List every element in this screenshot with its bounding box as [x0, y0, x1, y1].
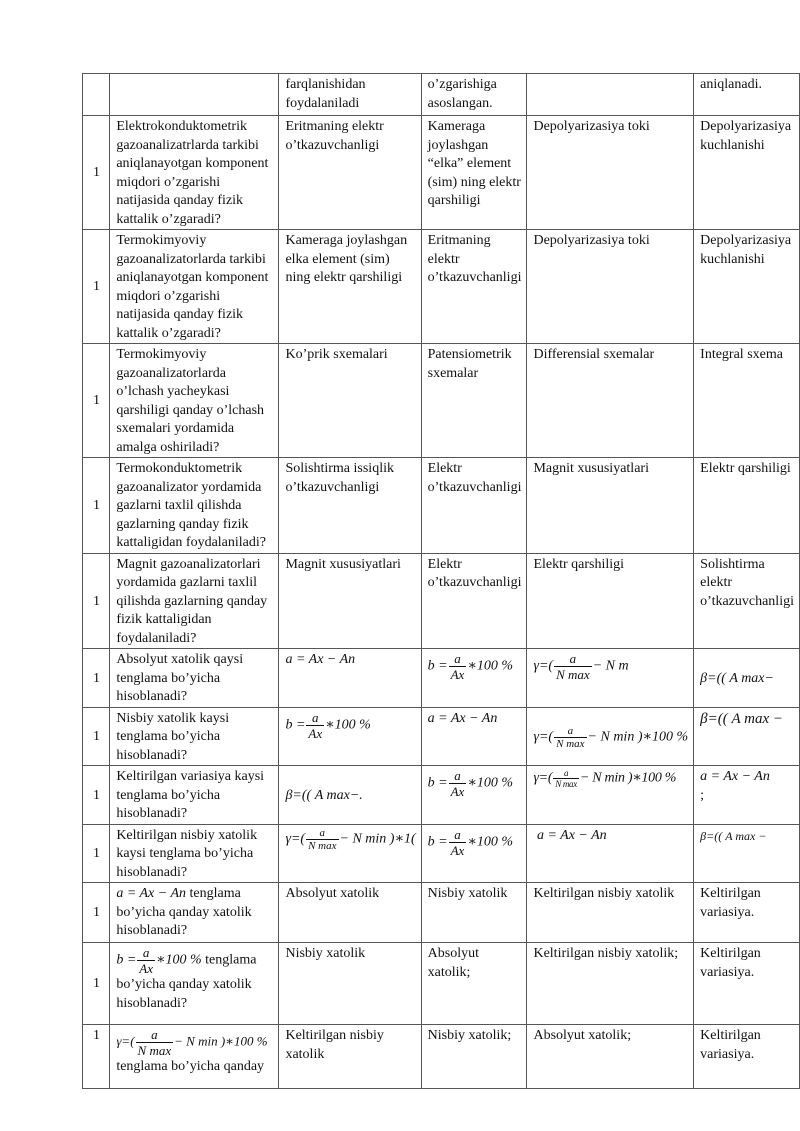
formula-variation: β=(( A max − [700, 828, 767, 843]
option-b: Elektr o’tkazuvchanligi [421, 553, 527, 649]
option-a: Magnit xususiyatlari [279, 553, 421, 649]
row-number: 1 [83, 649, 110, 708]
denominator: Ax [450, 667, 465, 682]
denominator: N max [555, 779, 577, 789]
numerator: a [449, 827, 467, 843]
option-b [421, 824, 527, 883]
table-row [83, 553, 800, 649]
formula-rhs: ∗100 % [325, 717, 371, 733]
formula-absolute: a = Ax − An [536, 827, 607, 843]
question-cell: Termokimyoviy gazoanalizatorlarda o’lchash yacheykasi qarshiligi qanday o’lchash sxemalari yordamida amalga oshiriladi? [110, 344, 279, 458]
formula-absolute: a = Ax − An [285, 652, 356, 667]
fraction [449, 651, 467, 682]
fraction [554, 725, 586, 750]
option-d [694, 649, 800, 708]
formula-variation: β=(( A max−. [285, 787, 363, 803]
denominator: Ax [308, 725, 323, 741]
numerator: a [449, 651, 467, 667]
option-b: Nisbiy xatolik [421, 883, 527, 943]
question-cell: Keltirilgan variasiya kaysi tenglama bo’yicha hisoblanadi? [110, 766, 279, 825]
option-c: Depolyarizasiya toki [527, 230, 694, 344]
row-number: 1 [83, 707, 110, 766]
formula-rhs: − N min )∗100 % [579, 770, 677, 786]
formula-absolute: a = Ax − An [427, 710, 498, 726]
formula-rhs: ∗100 % [155, 952, 202, 968]
option-a [279, 707, 421, 766]
option-b: Elektr o’tkazuvchanligi [421, 458, 527, 554]
question-cell: Termokimyoviy gazoanalizatorlarda tarkibi aniqlanayotgan komponent miqdori o’zgarishi natijasida qanday fizik kattalik o’zgaradi? [110, 230, 279, 344]
formula-variation: β=(( A max− [700, 670, 774, 686]
option-b: Eritmaning elektr o’tkazuvchanligi [421, 230, 527, 344]
option-d: Keltirilgan variasiya. [694, 883, 800, 943]
denominator: Ax [450, 784, 465, 799]
row-number: 1 [83, 766, 110, 825]
formula-lhs: γ=( [116, 1033, 135, 1049]
option-a: farqlanishidan foydalaniladi [279, 74, 421, 116]
option-d: Keltirilgan variasiya. [694, 1025, 800, 1089]
option-c: Differensial sxemalar [527, 344, 694, 458]
option-b: Patensiometrik sxemalar [421, 344, 527, 458]
question-text: tenglama bo’yicha qanday xatolik hisoblanadi? [116, 952, 257, 1011]
table-row [83, 344, 800, 458]
option-b: Nisbiy xatolik; [421, 1025, 527, 1089]
question-cell [110, 943, 279, 1025]
table-row [83, 74, 800, 116]
row-number: 1 [83, 116, 110, 230]
fraction [553, 768, 579, 789]
denominator: Ax [139, 961, 153, 976]
option-a [279, 824, 421, 883]
option-b [421, 766, 527, 825]
formula-lhs: b = [427, 834, 448, 850]
formula-lhs: γ=( [533, 658, 554, 674]
row-number: 1 [83, 1025, 110, 1089]
question-cell [110, 883, 279, 943]
table-row [83, 883, 800, 943]
row-number: 1 [83, 458, 110, 554]
table-row [83, 649, 800, 708]
option-c [527, 824, 694, 883]
option-d: Keltirilgan variasiya. [694, 943, 800, 1025]
formula-lhs: γ=( [533, 770, 553, 786]
numerator: a [137, 945, 155, 961]
question-cell: Magnit gazoanalizatorlari yordamida gazlarni taxlil qilishda gazlarning qanday fizik kattaligidan foydalaniladi? [110, 553, 279, 649]
option-a [279, 649, 421, 708]
option-c: Absolyut xatolik; [527, 1025, 694, 1089]
option-b [421, 649, 527, 708]
question-cell: Elektrokonduktometrik gazoanalizatrlarda tarkibi aniqlanayotgan komponent miqdori o’zgarishi natijasida qanday fizik kattalik o’zgaradi? [110, 116, 279, 230]
numerator: a [449, 768, 467, 784]
formula-lhs: b = [427, 775, 448, 791]
numerator: a [306, 827, 338, 840]
formula-rhs: − N min )∗1( [339, 831, 416, 847]
option-b [421, 707, 527, 766]
option-c: Elektr qarshiligi [527, 553, 694, 649]
table-row [83, 458, 800, 554]
formula-rhs: ∗100 % [467, 775, 513, 791]
option-d: Integral sxema [694, 344, 800, 458]
row-number: 1 [83, 230, 110, 344]
formula-absolute: a = Ax − An [116, 886, 187, 901]
numerator: a [306, 710, 324, 726]
option-d [694, 766, 800, 825]
numerator: a [554, 651, 592, 667]
fraction [554, 651, 592, 682]
row-number: 1 [83, 883, 110, 943]
formula-lhs: γ=( [533, 729, 554, 745]
formula-lhs: γ=( [285, 831, 306, 847]
fraction [449, 827, 467, 858]
formula-lhs: b = [285, 717, 306, 733]
question-cell: Nisbiy xatolik kaysi tenglama bo’yicha hisoblanadi? [110, 707, 279, 766]
row-number: 1 [83, 943, 110, 1025]
formula-rhs: ∗100 % [467, 834, 513, 850]
formula-rhs: − N m [592, 658, 629, 674]
option-c: Magnit xususiyatlari [527, 458, 694, 554]
option-a: Keltirilgan nisbiy xatolik [279, 1025, 421, 1089]
option-c: Keltirilgan nisbiy xatolik; [527, 943, 694, 1025]
table-row [83, 824, 800, 883]
formula-absolute: a = Ax − An [700, 769, 770, 784]
question-cell: Absolyut xatolik qaysi tenglama bo’yicha hisoblanadi? [110, 649, 279, 708]
option-a [279, 766, 421, 825]
option-a: Ko’prik sxemalari [279, 344, 421, 458]
fraction [306, 827, 338, 852]
option-c: Keltirilgan nisbiy xatolik [527, 883, 694, 943]
option-d [694, 707, 800, 766]
table-row [83, 766, 800, 825]
row-number [83, 74, 110, 116]
option-d: aniqlanadi. [694, 74, 800, 116]
table-row [83, 116, 800, 230]
fraction [449, 768, 467, 799]
option-c: Depolyarizasiya toki [527, 116, 694, 230]
row-number: 1 [83, 344, 110, 458]
denominator: N max [556, 667, 590, 682]
semicolon: ; [700, 787, 705, 803]
formula-rhs: − N min )∗100 % [587, 729, 689, 745]
fraction [137, 945, 155, 976]
denominator: N max [556, 737, 585, 750]
numerator: a [554, 725, 586, 738]
table-row [83, 943, 800, 1025]
question-text: tenglama bo’yicha qanday xatolik hisoblanadi? [116, 886, 252, 938]
option-a: Absolyut xatolik [279, 883, 421, 943]
option-c [527, 707, 694, 766]
denominator: N max [308, 839, 337, 852]
table-row [83, 230, 800, 344]
option-d: Depolyarizasiya kuchlanishi [694, 116, 800, 230]
option-b: Absolyut xatolik; [421, 943, 527, 1025]
question-cell: Keltirilgan nisbiy xatolik kaysi tenglama bo’yicha hisoblanadi? [110, 824, 279, 883]
option-d: Depolyarizasiya kuchlanishi [694, 230, 800, 344]
table-row [83, 1025, 800, 1089]
formula-rhs: ∗100 % [467, 658, 513, 674]
formula-lhs: b = [116, 952, 137, 968]
option-c [527, 649, 694, 708]
option-a: Nisbiy xatolik [279, 943, 421, 1025]
option-d: Solishtirma elektr o’tkazuvchanligi [694, 553, 800, 649]
formula-variation: β=(( A max − [700, 710, 783, 727]
option-b: Kameraga joylashgan “elka” element (sim) ning elektr qarshiligi [421, 116, 527, 230]
option-c [527, 74, 694, 116]
option-b: o’zgarishiga asoslangan. [421, 74, 527, 116]
row-number: 1 [83, 824, 110, 883]
fraction [306, 710, 324, 741]
option-a: Solishtirma issiqlik o’tkazuvchanligi [279, 458, 421, 554]
numerator: a [136, 1027, 174, 1043]
numerator: a [553, 768, 579, 779]
question-cell [110, 1025, 279, 1089]
question-text: tenglama bo’yicha qanday [116, 1059, 265, 1074]
question-cell [110, 74, 279, 116]
formula-lhs: b = [427, 658, 448, 674]
answer-table [82, 73, 800, 1089]
option-a: Eritmaning elektr o’tkazuvchanligi [279, 116, 421, 230]
question-cell: Termokonduktometrik gazoanalizator yordamida gazlarni taxlil qilishda gazlarning qanday fizik kattaligidan foydalaniladi? [110, 458, 279, 554]
row-number: 1 [83, 553, 110, 649]
table-row [83, 707, 800, 766]
denominator: N max [137, 1043, 172, 1058]
formula-rhs: − N min )∗100 % [174, 1033, 268, 1049]
option-d [694, 824, 800, 883]
denominator: Ax [450, 842, 465, 858]
option-a: Kameraga joylashgan elka element (sim) ning elektr qarshiligi [279, 230, 421, 344]
fraction [136, 1027, 174, 1058]
option-d: Elektr qarshiligi [694, 458, 800, 554]
option-c [527, 766, 694, 825]
